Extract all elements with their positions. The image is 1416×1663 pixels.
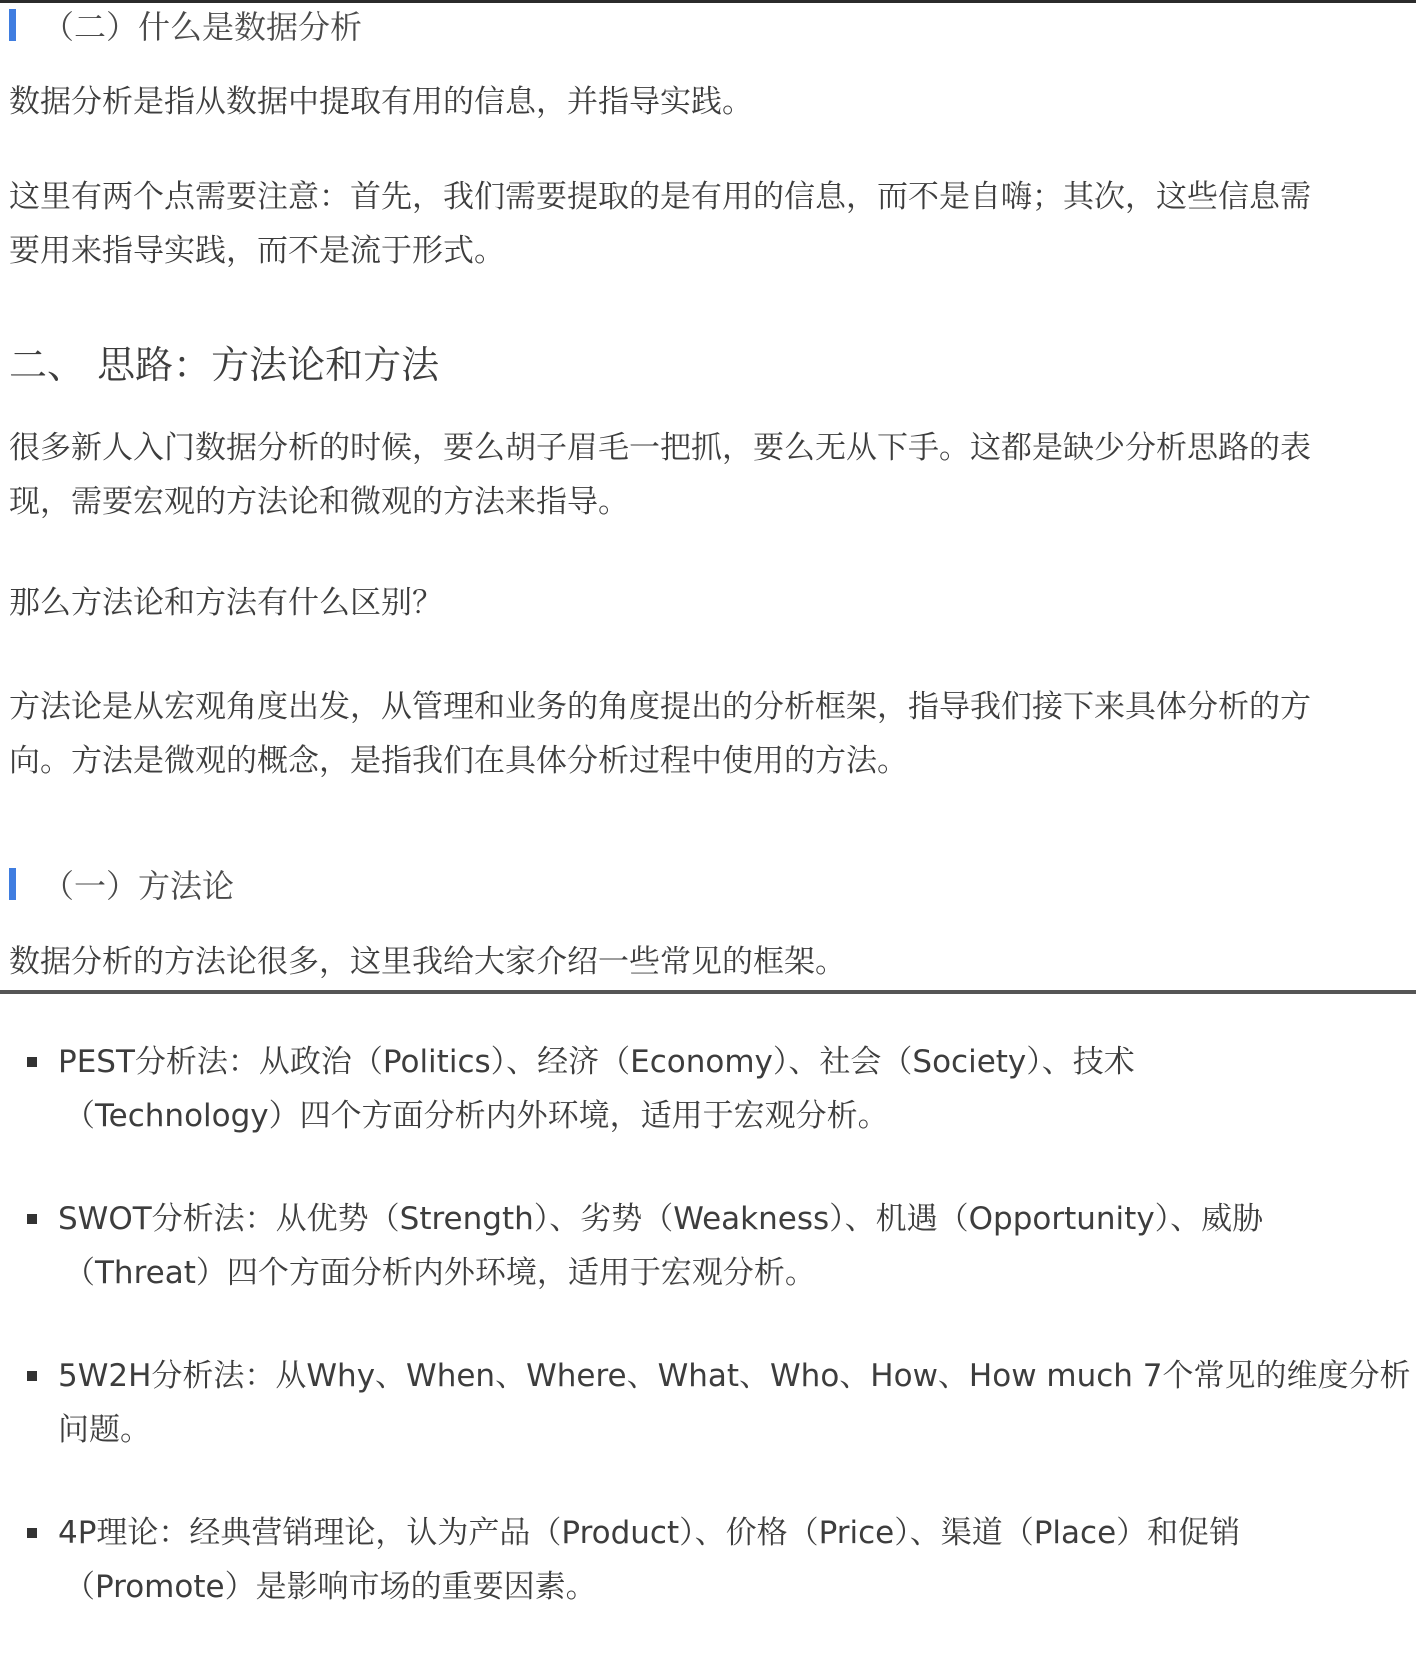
- bullet-square-icon: [27, 1528, 37, 1538]
- section-heading-text: （一）方法论: [42, 867, 235, 905]
- list-item-line: PEST分析法：从政治（Politics）、经济（Economy）、社会（Society）、技术: [58, 1044, 1135, 1080]
- section-divider: [0, 990, 1416, 994]
- list-item-line: （Promote）是影响市场的重要因素。: [64, 1569, 597, 1605]
- paragraph-question: [9, 576, 1409, 630]
- list-item-swot: [0, 1192, 1416, 1300]
- bullet-square-icon: [27, 1214, 37, 1224]
- list-item-5w2h: [0, 1349, 1416, 1457]
- section-heading-text: （二）什么是数据分析: [42, 8, 363, 46]
- heading-accent-bar: [9, 9, 16, 41]
- paragraph-common-frameworks: [9, 935, 1409, 989]
- list-item-line: 4P理论：经典营销理论，认为产品（Product）、价格（Price）、渠道（Place）和促销: [58, 1515, 1241, 1551]
- paragraph-text: 数据分析的方法论很多，这里我给大家介绍一些常见的框架。: [9, 944, 846, 980]
- chapter-heading-methodology-and-methods: 二、 思路：方法论和方法: [9, 343, 440, 387]
- list-item-pest: [0, 1035, 1416, 1143]
- framework-list: [0, 1035, 1416, 1663]
- paragraph-methodology-vs-method: [9, 680, 1409, 788]
- heading-accent-bar: [9, 868, 16, 900]
- list-item-4p: [0, 1506, 1416, 1614]
- paragraph-line: 这里有两个点需要注意：首先，我们需要提取的是有用的信息，而不是自嗨；其次，这些信息需: [9, 179, 1311, 215]
- paragraph-text: 数据分析是指从数据中提取有用的信息，并指导实践。: [9, 84, 753, 120]
- paragraph-line: 要用来指导实践，而不是流于形式。: [9, 233, 505, 269]
- section-heading-methodology: [0, 864, 234, 904]
- list-item-line: 5W2H分析法：从Why、When、Where、What、Who、How、How much 7个常见的维度分析: [58, 1358, 1411, 1394]
- bullet-square-icon: [27, 1057, 37, 1067]
- paragraph-line: 现，需要宏观的方法论和微观的方法来指导。: [9, 484, 629, 520]
- paragraph-text: 那么方法论和方法有什么区别？: [9, 585, 443, 621]
- paragraph-two-points: [9, 170, 1409, 278]
- list-item-line: 问题。: [58, 1412, 151, 1448]
- list-item-line: （Threat）四个方面分析内外环境，适用于宏观分析。: [64, 1255, 816, 1291]
- list-item-line: （Technology）四个方面分析内外环境，适用于宏观分析。: [64, 1098, 889, 1134]
- list-item-line: SWOT分析法：从优势（Strength）、劣势（Weakness）、机遇（Opportunity）、威胁: [58, 1201, 1264, 1237]
- paragraph-definition: [9, 75, 1409, 129]
- section-heading-what-is-data-analysis: [0, 5, 362, 45]
- paragraph-line: 向。方法是微观的概念，是指我们在具体分析过程中使用的方法。: [9, 743, 908, 779]
- paragraph-line: 方法论是从宏观角度出发，从管理和业务的角度提出的分析框架，指导我们接下来具体分析的方: [9, 689, 1311, 725]
- paragraph-newcomers: [9, 421, 1409, 529]
- paragraph-line: 很多新人入门数据分析的时候，要么胡子眉毛一把抓，要么无从下手。这都是缺少分析思路的表: [9, 430, 1311, 466]
- bullet-square-icon: [27, 1371, 37, 1381]
